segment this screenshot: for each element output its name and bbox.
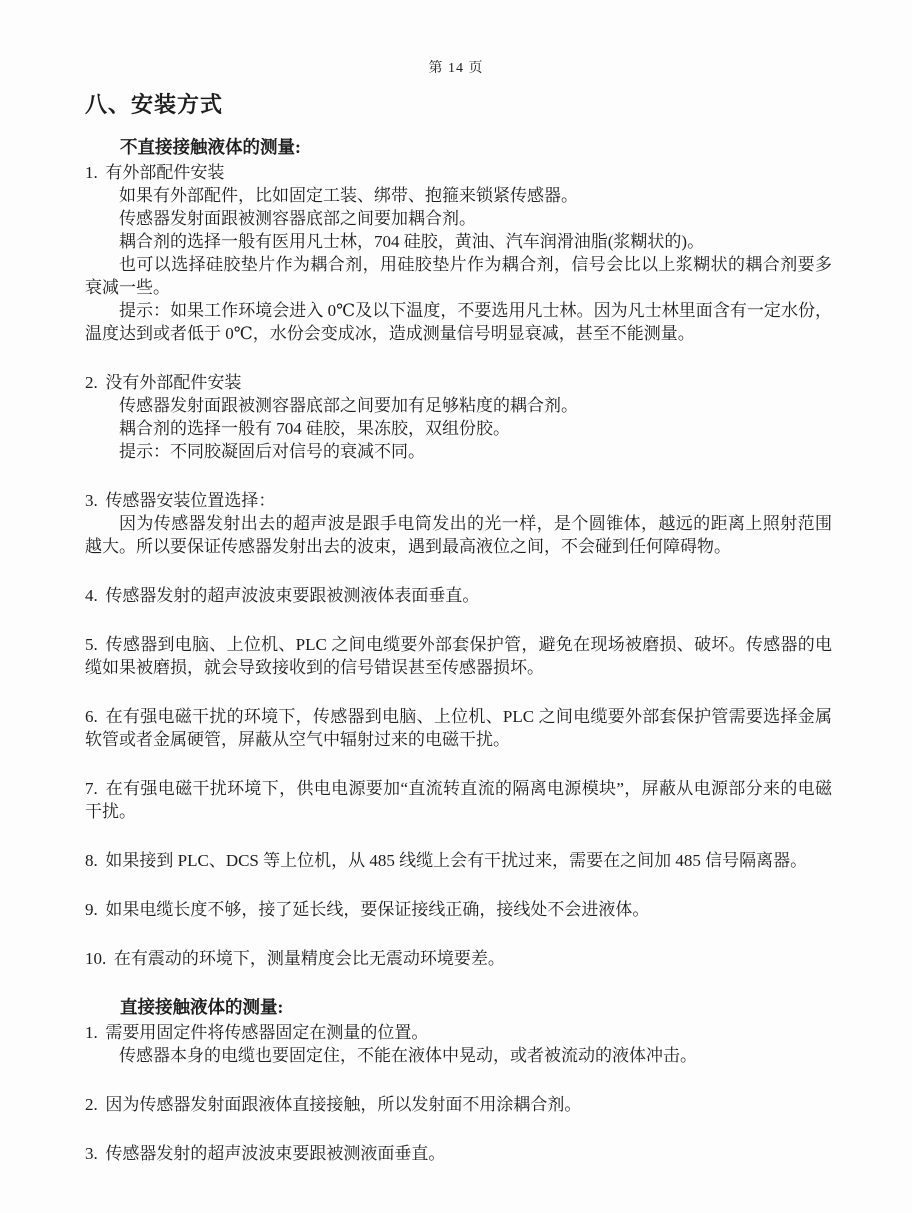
list-item <box>85 489 832 558</box>
item-lead <box>85 777 832 823</box>
page-number: 第 14 页 <box>428 61 484 76</box>
item-text: 在有强电磁干扰的环境下，传感器到电脑、上位机、PLC 之间电缆要外部套保护管需要选择金属软管或者金属硬管，屏蔽从空气中辐射过来的电磁干扰。 <box>85 707 832 749</box>
item-paragraph: 传感器发射面跟被测容器底部之间要加耦合剂。 <box>119 209 476 228</box>
item-text: 传感器发射的超声波波束要跟被测液体表面垂直。 <box>105 586 480 605</box>
item-number: 8. <box>85 851 98 870</box>
item-number: 2. <box>85 1095 98 1114</box>
item-lead <box>85 371 832 394</box>
item-paragraph: 因为传感器发射出去的超声波是跟手电筒发出的光一样，是个圆锥体，越远的距离上照射范围越大。所以要保证传感器发射出去的波束，遇到最高液位之间，不会碰到任何障碍物。 <box>85 514 832 556</box>
item-paragraph: 提示：不同胶凝固后对信号的衰减不同。 <box>119 442 425 461</box>
list-item <box>85 1093 832 1116</box>
item-paragraph: 也可以选择硅胶垫片作为耦合剂，用硅胶垫片作为耦合剂，信号会比以上浆糊状的耦合剂要多衰减一些。 <box>85 255 832 297</box>
item-number: 5. <box>85 635 98 654</box>
item-lead <box>85 947 832 970</box>
item-lead <box>85 633 832 679</box>
list-item <box>85 849 832 872</box>
item-number: 10. <box>85 949 107 968</box>
list-item <box>85 633 832 679</box>
item-paragraph: 传感器发射面跟被测容器底部之间要加有足够粘度的耦合剂。 <box>119 396 578 415</box>
section-heading-indirect: 不直接接触液体的测量: <box>120 137 301 157</box>
list-item <box>85 947 832 970</box>
item-text: 有外部配件安装 <box>105 163 225 182</box>
item-lead <box>85 584 832 607</box>
item-paragraph: 提示：如果工作环境会进入 0℃及以下温度，不要选用凡士林。因为凡士林里面含有一定水份，温度达到或者低于 0℃，水份会变成冰，造成测量信号明显衰减，甚至不能测量。 <box>85 301 832 343</box>
item-text: 传感器到电脑、上位机、PLC 之间电缆要外部套保护管，避免在现场被磨损、破坏。传感器的电缆如果被磨损，就会导致接收到的信号错误甚至传感器损坏。 <box>85 635 832 677</box>
item-lead <box>85 849 832 872</box>
list-item <box>85 898 832 921</box>
item-lead <box>85 1093 832 1116</box>
item-number: 2. <box>85 373 98 392</box>
item-lead <box>85 489 832 512</box>
item-paragraph: 如果有外部配件，比如固定工装、绑带、抱箍来锁紧传感器。 <box>119 186 578 205</box>
item-text: 传感器安装位置选择： <box>105 491 276 510</box>
item-lead <box>85 1021 832 1044</box>
list-item <box>85 705 832 751</box>
list-item <box>85 1021 832 1067</box>
item-paragraph: 耦合剂的选择一般有医用凡士林，704 硅胶，黄油、汽车润滑油脂(浆糊状的)。 <box>119 232 705 251</box>
section-heading-direct: 直接接触液体的测量: <box>120 997 284 1017</box>
item-text: 在有强电磁干扰环境下，供电电源要加“直流转直流的隔离电源模块”，屏蔽从电源部分来的电磁干扰。 <box>85 779 832 821</box>
item-number: 1. <box>85 1023 98 1042</box>
item-text: 在有震动的环境下，测量精度会比无震动环境要差。 <box>113 949 505 968</box>
list-item <box>85 584 832 607</box>
item-number: 3. <box>85 1144 98 1163</box>
list-item <box>85 161 832 345</box>
item-number: 6. <box>85 707 98 726</box>
page-content <box>85 136 832 1165</box>
item-number: 3. <box>85 491 98 510</box>
list-item <box>85 1142 832 1165</box>
list-item <box>85 371 832 463</box>
page-title: 八、安装方式 <box>85 92 224 117</box>
item-lead <box>85 1142 832 1165</box>
item-paragraph: 耦合剂的选择一般有 704 硅胶，果冻胶，双组份胶。 <box>119 419 510 438</box>
item-lead <box>85 705 832 751</box>
item-text: 传感器发射的超声波波束要跟被测液面垂直。 <box>105 1144 446 1163</box>
item-number: 9. <box>85 900 98 919</box>
item-text: 如果接到 PLC、DCS 等上位机，从 485 线缆上会有干扰过来，需要在之间加 485 信号隔离器。 <box>105 851 808 870</box>
item-number: 1. <box>85 163 98 182</box>
item-text: 因为传感器发射面跟液体直接接触，所以发射面不用涂耦合剂。 <box>105 1095 582 1114</box>
item-lead <box>85 898 832 921</box>
item-paragraph: 传感器本身的电缆也要固定住，不能在液体中晃动，或者被流动的液体冲击。 <box>119 1046 697 1065</box>
item-number: 4. <box>85 586 98 605</box>
list-item <box>85 777 832 823</box>
item-text: 需要用固定件将传感器固定在测量的位置。 <box>105 1023 429 1042</box>
item-text: 如果电缆长度不够，接了延长线，要保证接线正确，接线处不会进液体。 <box>105 900 650 919</box>
item-lead <box>85 161 832 184</box>
item-text: 没有外部配件安装 <box>105 373 242 392</box>
item-number: 7. <box>85 779 98 798</box>
